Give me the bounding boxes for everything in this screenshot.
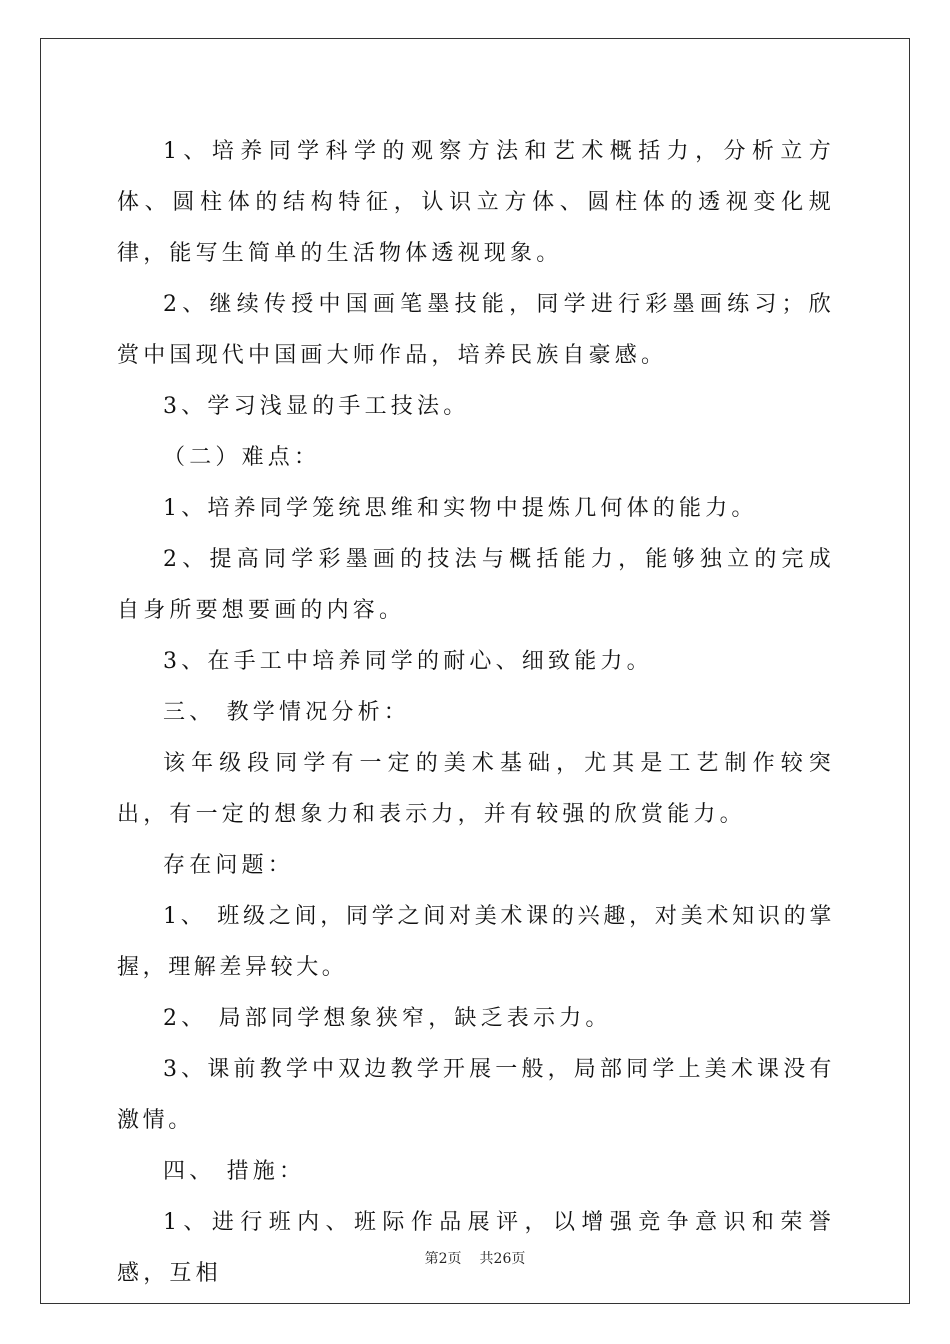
paragraph-2: 2、继续传授中国画笔墨技能，同学进行彩墨画练习；欣赏中国现代中国画大师作品，培养民族自豪感。	[117, 292, 835, 368]
page-total: 共26页	[479, 1251, 526, 1267]
paragraph-3: 3、学习浅显的手工技法。	[163, 394, 470, 419]
page-footer	[0, 1248, 950, 1268]
paragraph-9: 该年级段同学有一定的美术基础，尤其是工艺制作较突出，有一定的想象力和表示力，并有较强的欣赏能力。	[117, 751, 835, 827]
paragraph-7: 3、在手工中培养同学的耐心、细致能力。	[163, 649, 653, 674]
paragraph-15: 1、进行班内、班际作品展评，以增强竞争意识和荣誉感，互相	[117, 1210, 835, 1286]
subheading-problems: 存在问题：	[163, 853, 295, 878]
document-body	[117, 126, 835, 1299]
paragraph-5: 1、培养同学笼统思维和实物中提炼几何体的能力。	[163, 496, 758, 521]
section-heading-analysis: 三、 教学情况分析：	[163, 700, 410, 725]
paragraph-12: 2、 局部同学想象狭窄，缺乏表示力。	[163, 1006, 612, 1031]
section-heading-measures: 四、 措施：	[163, 1159, 306, 1184]
section-heading-difficulty: （二）难点：	[163, 445, 321, 470]
paragraph-11: 1、 班级之间，同学之间对美术课的兴趣，对美术知识的掌握，理解差异较大。	[117, 904, 835, 980]
paragraph-6: 2、提高同学彩墨画的技法与概括能力，能够独立的完成自身所要想要画的内容。	[117, 547, 835, 623]
paragraph-13: 3、课前教学中双边教学开展一般，局部同学上美术课没有激情。	[117, 1057, 835, 1133]
paragraph-1: 1、培养同学科学的观察方法和艺术概括力，分析立方体、圆柱体的结构特征，认识立方体、圆柱体的透视变化规律，能写生简单的生活物体透视现象。	[117, 139, 835, 266]
page-number: 第2页	[424, 1251, 462, 1267]
